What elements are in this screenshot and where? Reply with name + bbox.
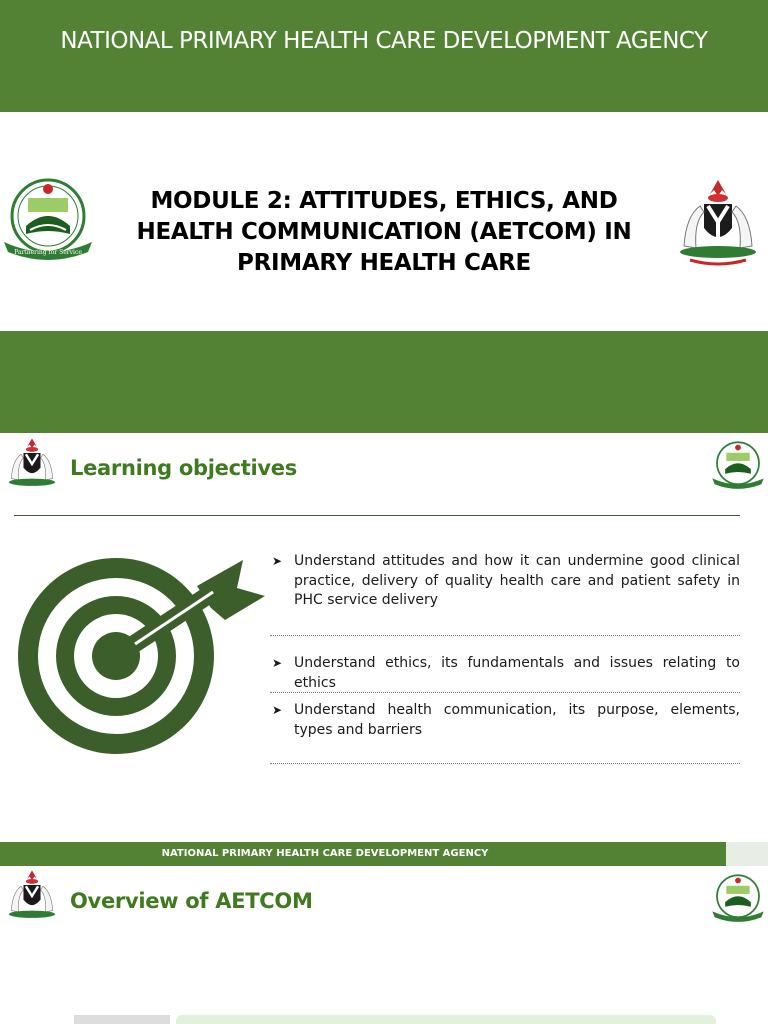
title-footer-bar (0, 331, 768, 433)
nphcda-seal-icon (710, 437, 766, 493)
objective-divider (270, 635, 740, 636)
slide-title-learning-objectives: Learning objectives (70, 456, 297, 480)
nphcda-seal-icon (710, 870, 766, 926)
footer-agency-name: NATIONAL PRIMARY HEALTH CARE DEVELOPMENT AGENCY (161, 848, 489, 859)
nphcda-seal-icon (0, 176, 96, 262)
coat-of-arms-icon (2, 436, 62, 492)
objective-item: ➤ Understand ethics, its fundamentals and issues relating to ethics (272, 655, 740, 691)
objective-item: ➤ Understand attitudes and how it can undermine good clinical practice, delivery of quality health care and patient safety in PHC service delivery (272, 553, 740, 608)
objective-item: ➤ Understand health communication, its purpose, elements, types and barriers (272, 702, 740, 738)
agency-title: NATIONAL PRIMARY HEALTH CARE DEVELOPMENT AGENCY (60, 28, 708, 54)
logo-motto: Partnering for Service (14, 249, 82, 256)
arrow-bullet-icon: ➤ (272, 703, 283, 717)
coat-of-arms-icon (2, 868, 62, 924)
content-box-green (176, 1015, 716, 1024)
slide-title-overview: Overview of AETCOM (70, 889, 313, 913)
target-arrow-icon (15, 556, 267, 756)
objective-divider (270, 763, 740, 764)
title-banner (0, 0, 768, 112)
module-title: MODULE 2: ATTITUDES, ETHICS, AND HEALTH COMMUNICATION (AETCOM) IN PRIMARY HEALTH CARE (136, 188, 632, 276)
arrow-bullet-icon: ➤ (272, 554, 283, 568)
coat-of-arms-icon (670, 176, 766, 268)
title-divider (14, 515, 740, 516)
arrow-bullet-icon: ➤ (272, 656, 283, 670)
content-box-grey (74, 1015, 170, 1024)
objective-divider (270, 692, 740, 693)
footer-end-block (726, 842, 768, 866)
